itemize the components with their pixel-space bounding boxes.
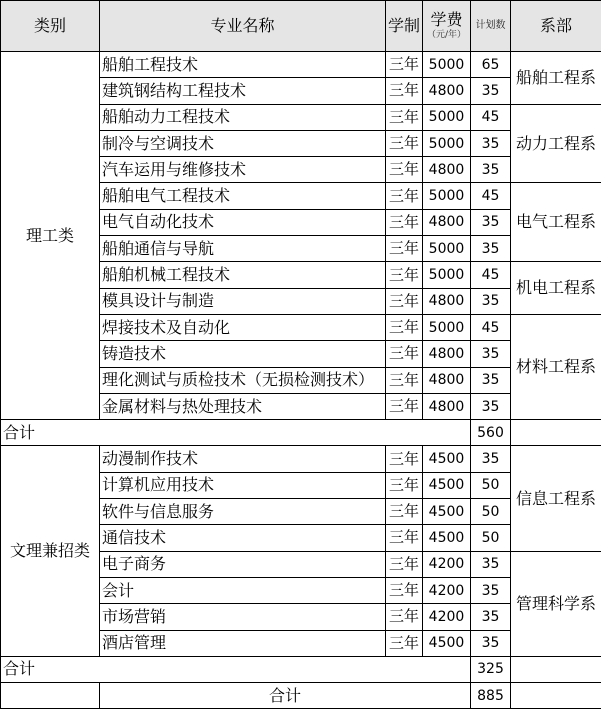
subtotal-label: 合计: [1, 420, 471, 446]
plan-cell: 45: [471, 262, 511, 288]
table-row: [1, 52, 601, 78]
table-row: [1, 446, 601, 472]
duration-cell: 三年: [386, 341, 423, 367]
subtotal-empty: [511, 656, 601, 682]
header-major: 专业名称: [100, 1, 386, 52]
fee-cell: 4500: [423, 499, 471, 525]
major-cell: 理化测试与质检技术（无损检测技术）: [100, 367, 386, 393]
plan-cell: 35: [471, 341, 511, 367]
duration-cell: 三年: [386, 472, 423, 498]
duration-cell: 三年: [386, 314, 423, 340]
subtotal-value: 325: [471, 656, 511, 682]
department-cell: 船舶工程系: [511, 52, 601, 105]
plan-cell: 45: [471, 183, 511, 209]
fee-cell: 5000: [423, 130, 471, 156]
fee-cell: 5000: [423, 52, 471, 78]
major-cell: 电气自动化技术: [100, 209, 386, 235]
major-cell: 软件与信息服务: [100, 499, 386, 525]
header-category: 类别: [1, 1, 100, 52]
major-cell: 电子商务: [100, 551, 386, 577]
duration-cell: 三年: [386, 525, 423, 551]
plan-cell: 35: [471, 393, 511, 419]
grand-total-value: 885: [471, 683, 511, 709]
subtotal-row: [1, 656, 601, 682]
plan-cell: 35: [471, 604, 511, 630]
plan-cell: 35: [471, 157, 511, 183]
major-cell: 市场营销: [100, 604, 386, 630]
subtotal-label: 合计: [1, 656, 471, 682]
fee-cell: 5000: [423, 104, 471, 130]
fee-cell: 5000: [423, 314, 471, 340]
major-cell: 船舶电气工程技术: [100, 183, 386, 209]
grand-total-row: [1, 683, 601, 709]
major-cell: 金属材料与热处理技术: [100, 393, 386, 419]
duration-cell: 三年: [386, 183, 423, 209]
duration-cell: 三年: [386, 551, 423, 577]
duration-cell: 三年: [386, 104, 423, 130]
plan-cell: 35: [471, 577, 511, 603]
subtotal-row: [1, 420, 601, 446]
plan-cell: 65: [471, 52, 511, 78]
plan-cell: 45: [471, 104, 511, 130]
duration-cell: 三年: [386, 604, 423, 630]
fee-cell: 4800: [423, 78, 471, 104]
major-cell: 船舶工程技术: [100, 52, 386, 78]
plan-cell: 45: [471, 314, 511, 340]
plan-cell: 35: [471, 446, 511, 472]
duration-cell: 三年: [386, 262, 423, 288]
duration-cell: 三年: [386, 393, 423, 419]
plan-cell: 35: [471, 209, 511, 235]
department-cell: 电气工程系: [511, 183, 601, 262]
major-cell: 模具设计与制造: [100, 288, 386, 314]
fee-cell: 4800: [423, 209, 471, 235]
department-cell: 材料工程系: [511, 314, 601, 419]
fee-cell: 4800: [423, 157, 471, 183]
duration-cell: 三年: [386, 499, 423, 525]
duration-cell: 三年: [386, 367, 423, 393]
category-cell: 理工类: [1, 52, 100, 420]
major-cell: 建筑钢结构工程技术: [100, 78, 386, 104]
grand-total-label: 合计: [100, 683, 471, 709]
department-cell: 管理科学系: [511, 551, 601, 656]
fee-cell: 4800: [423, 367, 471, 393]
header-department: 系部: [511, 1, 601, 52]
plan-cell: 35: [471, 130, 511, 156]
major-cell: 制冷与空调技术: [100, 130, 386, 156]
major-cell: 焊接技术及自动化: [100, 314, 386, 340]
plan-cell: 35: [471, 236, 511, 262]
header-row: [1, 1, 601, 52]
duration-cell: 三年: [386, 577, 423, 603]
grand-total-empty-left: [1, 683, 100, 709]
fee-cell: 4800: [423, 341, 471, 367]
department-cell: 机电工程系: [511, 262, 601, 315]
subtotal-value: 560: [471, 420, 511, 446]
department-cell: 动力工程系: [511, 104, 601, 183]
header-fee: [423, 1, 471, 52]
fee-cell: 4500: [423, 446, 471, 472]
plan-cell: 50: [471, 472, 511, 498]
header-duration: 学制: [386, 1, 423, 52]
header-fee-unit: （元/年）: [426, 29, 467, 40]
fee-cell: 4200: [423, 577, 471, 603]
major-cell: 动漫制作技术: [100, 446, 386, 472]
fee-cell: 5000: [423, 183, 471, 209]
major-cell: 通信技术: [100, 525, 386, 551]
major-cell: 船舶机械工程技术: [100, 262, 386, 288]
plan-cell: 50: [471, 499, 511, 525]
major-cell: 酒店管理: [100, 630, 386, 656]
duration-cell: 三年: [386, 236, 423, 262]
duration-cell: 三年: [386, 157, 423, 183]
fee-cell: 4800: [423, 393, 471, 419]
plan-cell: 35: [471, 78, 511, 104]
plan-cell: 35: [471, 551, 511, 577]
duration-cell: 三年: [386, 78, 423, 104]
major-cell: 铸造技术: [100, 341, 386, 367]
fee-cell: 4200: [423, 604, 471, 630]
duration-cell: 三年: [386, 446, 423, 472]
plan-cell: 35: [471, 367, 511, 393]
fee-cell: 4500: [423, 472, 471, 498]
duration-cell: 三年: [386, 209, 423, 235]
major-cell: 船舶动力工程技术: [100, 104, 386, 130]
category-cell: 文理兼招类: [1, 446, 100, 656]
duration-cell: 三年: [386, 288, 423, 314]
major-cell: 汽车运用与维修技术: [100, 157, 386, 183]
major-cell: 计算机应用技术: [100, 472, 386, 498]
fee-cell: 5000: [423, 236, 471, 262]
grand-total-empty-right: [511, 683, 601, 709]
fee-cell: 4500: [423, 630, 471, 656]
duration-cell: 三年: [386, 52, 423, 78]
major-cell: 会计: [100, 577, 386, 603]
subtotal-empty: [511, 420, 601, 446]
fee-cell: 4800: [423, 288, 471, 314]
plan-cell: 50: [471, 525, 511, 551]
plan-cell: 35: [471, 630, 511, 656]
fee-cell: 4200: [423, 551, 471, 577]
duration-cell: 三年: [386, 630, 423, 656]
fee-cell: 4500: [423, 525, 471, 551]
duration-cell: 三年: [386, 130, 423, 156]
major-cell: 船舶通信与导航: [100, 236, 386, 262]
header-fee-label: 学费: [430, 10, 463, 30]
plan-cell: 35: [471, 288, 511, 314]
fee-cell: 5000: [423, 262, 471, 288]
header-plan: 计划数: [471, 1, 511, 52]
department-cell: 信息工程系: [511, 446, 601, 551]
